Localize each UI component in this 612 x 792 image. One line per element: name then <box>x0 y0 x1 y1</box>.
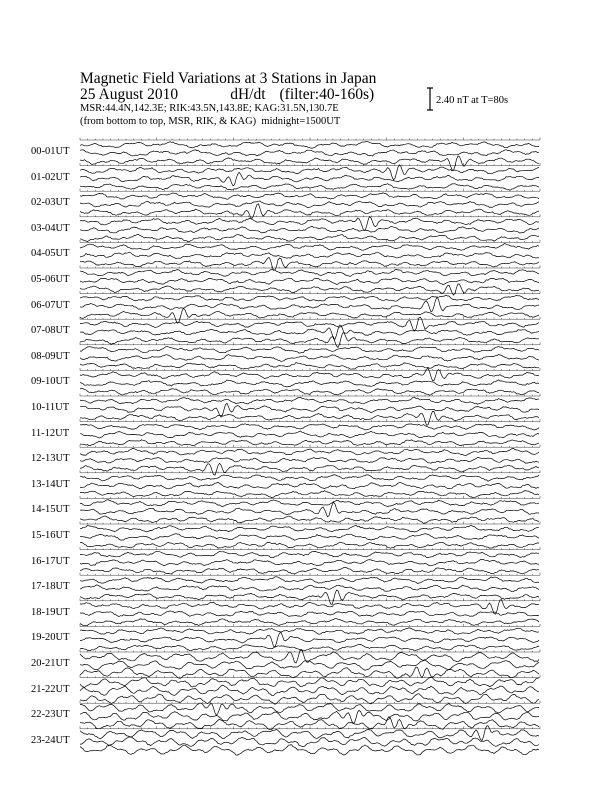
order-note-text: (from bottom to top, MSR, RIK, & KAG) <box>80 116 257 127</box>
trace-msr <box>80 644 539 651</box>
trace-rik <box>80 502 539 517</box>
trace-kag <box>80 500 539 507</box>
trace-kag <box>80 551 539 557</box>
trace-msr <box>80 463 539 475</box>
trace-msr <box>80 308 539 323</box>
hour-label: 14-15UT <box>31 504 70 516</box>
trace-msr <box>80 619 539 626</box>
date-label: 25 August 2010 <box>80 86 179 103</box>
trace-msr <box>80 184 539 190</box>
trace-rik <box>80 431 539 438</box>
trace-msr <box>80 156 539 171</box>
trace-kag <box>80 193 539 200</box>
trace-rik <box>80 325 539 339</box>
trace-rik <box>80 611 539 617</box>
trace-rik <box>80 380 539 387</box>
hour-label: 21-22UT <box>31 683 70 695</box>
trace-rik <box>80 403 539 417</box>
trace-msr <box>80 258 539 271</box>
trace-kag <box>80 243 539 250</box>
trace-rik <box>80 585 539 592</box>
trace-rik <box>80 534 539 541</box>
trace-msr <box>80 745 539 756</box>
trace-kag <box>80 628 539 634</box>
hour-label: 01-02UT <box>31 171 70 183</box>
hour-label: 15-16UT <box>31 530 70 541</box>
trace-area <box>80 138 540 756</box>
trace-rik <box>80 297 539 312</box>
trace-kag <box>80 142 539 149</box>
trace-msr <box>80 440 539 446</box>
scale-label: 2.40 nT at T=80s <box>436 95 509 106</box>
trace-kag <box>80 525 539 532</box>
trace-kag <box>80 397 539 404</box>
trace-rik <box>80 685 539 695</box>
hour-label: 07-08UT <box>31 325 70 337</box>
trace-kag <box>80 577 539 584</box>
trace-kag <box>80 475 539 481</box>
chart-title: Magnetic Field Variations at 3 Stations in Japan <box>80 70 377 87</box>
trace-rik <box>80 227 539 234</box>
hour-label: 04-05UT <box>31 248 70 260</box>
trace-rik <box>80 633 539 647</box>
trace-rik <box>80 458 539 464</box>
trace-msr <box>80 363 539 370</box>
trace-kag <box>80 449 539 456</box>
quantity-label: dH/dt <box>230 86 266 103</box>
hour-label: 03-04UT <box>31 222 70 234</box>
trace-msr <box>80 388 539 395</box>
hour-label: 22-23UT <box>31 709 70 721</box>
hour-label: 05-06UT <box>31 274 70 285</box>
trace-rik <box>80 660 539 670</box>
trace-kag <box>80 677 539 687</box>
scale-bar <box>427 88 433 110</box>
trace-msr <box>80 516 539 523</box>
filter-label: (filter:40-160s) <box>279 86 375 103</box>
hour-label: 00-01UT <box>31 146 70 157</box>
hour-label: 09-10UT <box>31 376 70 388</box>
trace-rik <box>80 354 539 361</box>
trace-kag <box>80 295 539 301</box>
stations-label: MSR:44.4N,142.3E; RIK:43.5N,143.8E; KAG:31.5N,130.7E <box>80 103 339 114</box>
trace-rik <box>80 482 539 489</box>
trace-msr <box>80 491 539 498</box>
hour-label: 11-12UT <box>31 427 70 439</box>
trace-rik <box>80 737 539 747</box>
trace-kag <box>80 269 539 276</box>
trace-rik <box>80 710 539 723</box>
hour-label: 18-19UT <box>31 606 70 618</box>
trace-rik <box>80 201 539 208</box>
trace-rik <box>80 172 539 186</box>
hour-label: 17-18UT <box>31 581 70 593</box>
trace-kag <box>80 703 539 715</box>
hour-label: 10-11UT <box>31 402 70 413</box>
trace-kag <box>80 424 539 430</box>
hour-label: 08-09UT <box>31 350 70 362</box>
hour-label: 16-17UT <box>31 555 70 567</box>
hour-label: 20-21UT <box>31 658 70 669</box>
trace-msr <box>80 567 539 574</box>
trace-msr <box>80 411 539 425</box>
trace-msr <box>80 542 539 548</box>
hour-label: 19-20UT <box>31 632 70 644</box>
trace-rik <box>80 560 539 566</box>
trace-rik <box>80 252 539 258</box>
hour-label: 12-13UT <box>31 453 70 465</box>
trace-rik <box>80 278 539 285</box>
hour-label: 23-24UT <box>31 734 70 746</box>
midnight-label: midnight=1500UT <box>261 116 341 127</box>
trace-rik <box>80 150 539 157</box>
hour-label: 06-07UT <box>31 299 70 311</box>
trace-kag <box>80 346 539 353</box>
hour-label: 13-14UT <box>31 478 70 490</box>
hour-label: 02-03UT <box>31 197 70 209</box>
trace-msr <box>80 235 539 242</box>
